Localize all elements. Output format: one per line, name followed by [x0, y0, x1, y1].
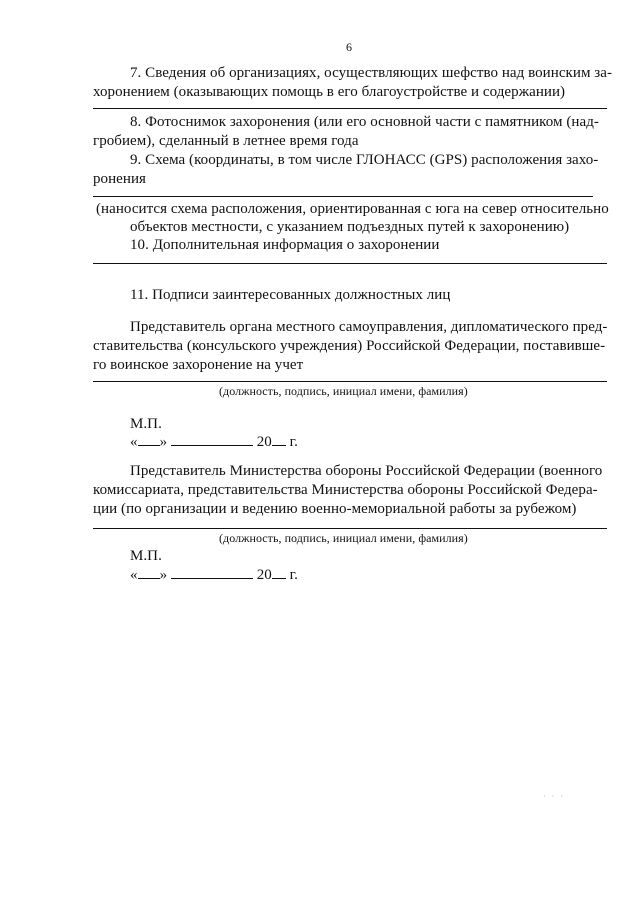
rep-1-year-prefix: 20	[256, 434, 272, 450]
rep-1-day-blank	[138, 432, 160, 446]
rep-2-quote-open: «	[130, 567, 138, 583]
scheme-note-line-2: объектов местности, с указанием подъездных путей к захоронению)	[130, 219, 570, 235]
rep-2-quote-close: »	[159, 567, 168, 583]
item-9-line-1: 9. Схема (координаты, в том числе ГЛОНАСС (GPS) расположения захо-	[130, 152, 599, 168]
item-7-line-2: хоронением (оказывающих помощь в его благоустройстве и содержании)	[93, 84, 566, 100]
item-9-line-2: ронения	[93, 171, 146, 187]
rep-1-line-1: Представитель органа местного самоуправления, дипломатического пред-	[130, 319, 608, 335]
item-10-fill-line	[93, 263, 607, 264]
item-8-line-1: 8. Фотоснимок захоронения (или его основной части с памятником (над-	[130, 114, 599, 130]
rep-1-year-blank	[272, 432, 286, 446]
rep-1-signature-caption: (должность, подпись, инициал имени, фамилия)	[219, 384, 468, 398]
item-11-heading: 11. Подписи заинтересованных должностных лиц	[130, 287, 451, 303]
rep-1-date-line	[130, 432, 298, 451]
rep-2-signature-caption: (должность, подпись, инициал имени, фамилия)	[219, 531, 468, 545]
rep-2-date-line	[130, 565, 298, 584]
rep-2-line-1: Представитель Министерства обороны Российской Федерации (военного	[130, 463, 603, 479]
scan-speckle: · · ·	[543, 792, 565, 801]
rep-2-year-suffix: г.	[289, 567, 298, 583]
item-10: 10. Дополнительная информация о захоронении	[130, 237, 440, 253]
rep-2-seal-label: М.П.	[130, 548, 162, 564]
rep-2-year-blank	[272, 565, 286, 579]
rep-2-year-prefix: 20	[256, 567, 272, 583]
rep-1-month-blank	[171, 432, 253, 446]
rep-1-signature-line	[93, 381, 607, 382]
rep-1-year-suffix: г.	[289, 434, 298, 450]
rep-1-seal-label: М.П.	[130, 416, 162, 432]
page-number: 6	[346, 40, 353, 54]
rep-1-quote-close: »	[159, 434, 168, 450]
rep-2-signature-line	[93, 528, 607, 529]
scheme-note-line-1: (наносится схема расположения, ориентированная с юга на север относительно	[96, 201, 609, 217]
rep-1-line-2: ставительства (консульского учреждения) Российской Федерации, поставивше-	[93, 338, 606, 354]
item-8-line-2: гробием), сделанный в летнее время года	[93, 133, 359, 149]
item-9-fill-line	[93, 196, 593, 197]
rep-2-day-blank	[138, 565, 160, 579]
rep-1-line-3: го воинское захоронение на учет	[93, 357, 304, 373]
rep-2-line-3: ции (по организации и ведению военно-мемориальной работы за рубежом)	[93, 501, 577, 517]
rep-1-quote-open: «	[130, 434, 138, 450]
rep-2-line-2: комиссариата, представительства Министерства обороны Российской Федера-	[93, 482, 598, 498]
item-7-fill-line	[93, 108, 607, 109]
item-7-line-1: 7. Сведения об организациях, осуществляющих шефство над воинским за-	[130, 65, 613, 81]
rep-2-month-blank	[171, 565, 253, 579]
